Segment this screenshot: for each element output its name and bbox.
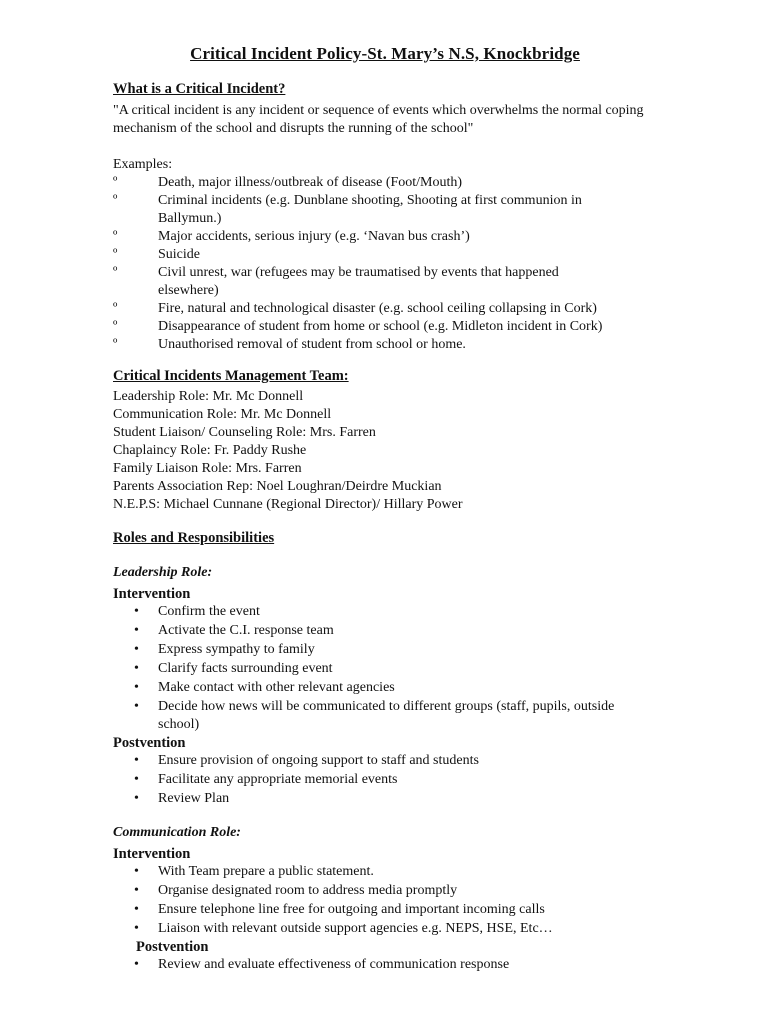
roles-heading: Roles and Responsibilities	[113, 530, 275, 546]
bullet: •	[134, 957, 139, 972]
list-item: • Ensure provision of ongoing support to staff and students	[134, 753, 479, 768]
bullet: •	[134, 623, 139, 638]
list-item: • Facilitate any appropriate memorial events	[134, 772, 398, 787]
team-line: Family Liaison Role: Mrs. Farren	[113, 461, 302, 476]
list-item: º Death, major illness/outbreak of disease (Foot/Mouth)	[113, 175, 463, 190]
examples-label: Examples:	[113, 157, 173, 172]
list-item: • Decide how news will be communicated to different groups (staff, pupils, outside school)	[134, 699, 615, 732]
communication-role-label: Communication Role:	[113, 825, 241, 840]
bullet: •	[134, 772, 139, 787]
bullet: •	[134, 680, 139, 695]
bullet: •	[134, 753, 139, 768]
team-line: N.E.P.S: Michael Cunnane (Regional Director)/ Hillary Power	[113, 497, 463, 512]
leadership-role-label: Leadership Role:	[113, 565, 213, 580]
team-line: Parents Association Rep: Noel Loughran/Deirdre Muckian	[113, 479, 442, 494]
team-line: Chaplaincy Role: Fr. Paddy Rushe	[113, 443, 307, 458]
what-heading: What is a Critical Incident?	[113, 81, 286, 97]
degree-marker: º	[113, 319, 118, 334]
roles-section	[113, 529, 673, 547]
bullet: •	[134, 883, 139, 898]
degree-marker: º	[113, 337, 118, 352]
list-item: • With Team prepare a public statement.	[134, 864, 374, 879]
degree-marker: º	[113, 301, 118, 316]
list-item: • Clarify facts surrounding event	[134, 661, 333, 676]
list-item: º Disappearance of student from home or school (e.g. Midleton incident in Cork)	[113, 319, 603, 334]
bullet: •	[134, 699, 139, 714]
list-item: • Liaison with relevant outside support agencies e.g. NEPS, HSE, Etc…	[134, 921, 553, 936]
team-line: Student Liaison/ Counseling Role: Mrs. Farren	[113, 425, 376, 440]
list-item: º Suicide	[113, 247, 200, 262]
intervention-label: Intervention	[113, 846, 191, 862]
postvention-label: Postvention	[136, 939, 209, 955]
list-item: º Civil unrest, war (refugees may be traumatised by events that happened elsewhere)	[113, 265, 559, 298]
list-item: º Criminal incidents (e.g. Dunblane shooting, Shooting at first communion in Ballymun.)	[113, 193, 582, 226]
list-item: • Activate the C.I. response team	[134, 623, 334, 638]
bullet: •	[134, 864, 139, 879]
bullet: •	[134, 642, 139, 657]
bullet: •	[134, 604, 139, 619]
team-section	[113, 367, 673, 514]
team-line: Leadership Role: Mr. Mc Donnell	[113, 389, 304, 404]
bullet: •	[134, 902, 139, 917]
list-item: º Major accidents, serious injury (e.g. ‘Navan bus crash’)	[113, 229, 470, 244]
postvention-label: Postvention	[113, 735, 186, 751]
degree-marker: º	[113, 193, 118, 208]
list-item: • Make contact with other relevant agencies	[134, 680, 395, 695]
team-heading: Critical Incidents Management Team:	[113, 368, 349, 384]
degree-marker: º	[113, 265, 118, 280]
list-item: • Review and evaluate effectiveness of communication response	[134, 957, 510, 972]
bullet: •	[134, 661, 139, 676]
examples-list	[113, 174, 673, 354]
list-item: • Review Plan	[134, 791, 230, 806]
definition-text: "A critical incident is any incident or sequence of events which overwhelms the normal coping mechanism of the school and disrupts the running of the school"	[113, 103, 644, 136]
bullet: •	[134, 791, 139, 806]
intervention-label: Intervention	[113, 586, 191, 602]
list-item: º Fire, natural and technological disaster (e.g. school ceiling collapsing in Cork)	[113, 301, 597, 316]
degree-marker: º	[113, 247, 118, 262]
degree-marker: º	[113, 175, 118, 190]
leadership-section	[113, 564, 673, 808]
team-line: Communication Role: Mr. Mc Donnell	[113, 407, 332, 422]
list-item: • Confirm the event	[134, 604, 260, 619]
what-section	[113, 80, 673, 354]
communication-section	[113, 824, 673, 974]
list-item: • Organise designated room to address media promptly	[134, 883, 458, 898]
team-list	[113, 388, 673, 514]
list-item: º Unauthorised removal of student from school or home.	[113, 337, 466, 352]
degree-marker: º	[113, 229, 118, 244]
list-item: • Express sympathy to family	[134, 642, 315, 657]
bullet: •	[134, 921, 139, 936]
document-title: Critical Incident Policy-St. Mary’s N.S, Knockbridge	[190, 44, 580, 63]
list-item: • Ensure telephone line free for outgoing and important incoming calls	[134, 902, 545, 917]
